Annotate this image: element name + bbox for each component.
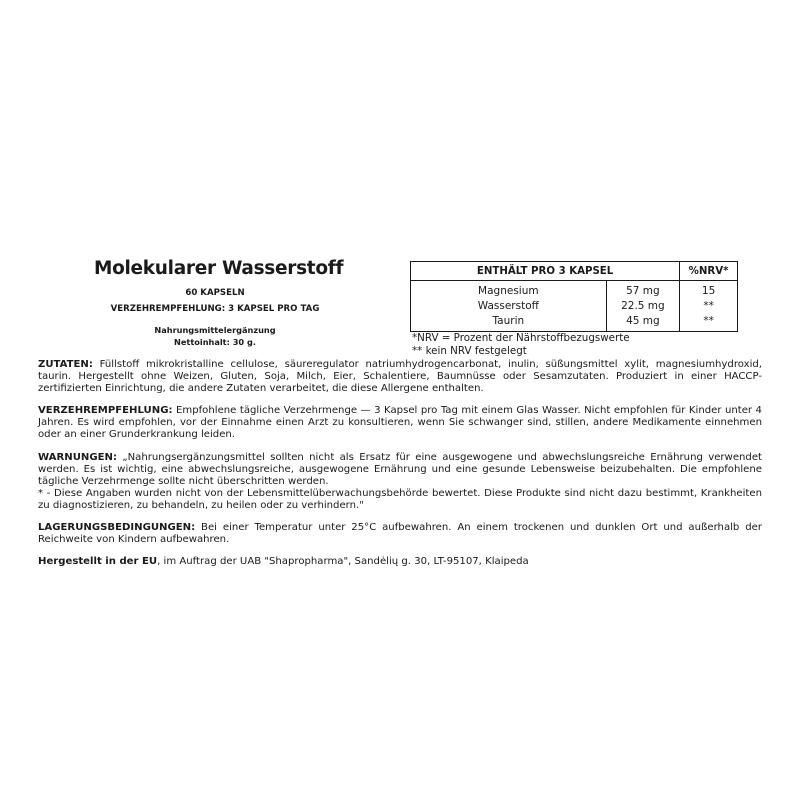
nutrient-nrv: 15 [680, 281, 738, 300]
nutrient-amount: 22.5 mg [606, 299, 680, 314]
capsule-count: 60 KAPSELN [185, 288, 245, 298]
table-row [411, 314, 738, 332]
header-nrv: %NRV* [680, 262, 738, 281]
nutrition-table [410, 261, 738, 332]
nutrient-name: Taurin [492, 315, 525, 327]
nrv-footnote: *NRV = Prozent der Nährstoffbezugswerte [412, 332, 630, 344]
no-nrv-footnote: ** kein NRV festgelegt [412, 345, 527, 357]
header-per-serving: ENTHÄLT PRO 3 KAPSEL [411, 262, 680, 281]
storage-section [38, 522, 762, 546]
warnings-section [38, 452, 762, 512]
nutrient-name: Wasserstoff [477, 300, 539, 312]
label-body [38, 359, 762, 568]
warnings-text: „Nahrungsergänzungsmittel sollten nicht als Ersatz für eine ausgewogene und abwechslungsreiche Ernährung verwendet werden. Es ist wichtig, eine abwechslungsreiche, ausgewogene Ernährung und eine gesunde Lebensweise beizubehalten. Die empfohlene tägliche Verzehrmenge sollte nicht überschritten werden. [38, 451, 762, 487]
dose-summary: VERZEHREMPFEHLUNG: 3 KAPSEL PRO TAG [110, 304, 320, 314]
product-type: Nahrungsmittelergänzung [154, 325, 276, 335]
nutrient-amount: 45 mg [606, 314, 680, 332]
nutrition-header-row [411, 262, 738, 281]
dose-label: VERZEHREMPFEHLUNG: [38, 405, 173, 417]
manufacturer-text: , im Auftrag der UAB "Shapropharma", Sandėlių g. 30, LT-95107, Klaipeda [157, 556, 529, 568]
storage-text: Bei einer Temperatur unter 25°C aufbewahren. An einem trockenen und dunklen Ort und außerhalb der Reichweite von Kindern aufbewahren. [38, 522, 762, 546]
nutrient-amount: 57 mg [606, 281, 680, 300]
ingredients-section [38, 359, 762, 395]
warnings-label: WARNUNGEN: [38, 451, 118, 463]
ingredients-text: Füllstoff mikrokristalline cellulose, säureregulator natriumhydrogencarbonat, inulin, süßungsmittel xylit, magnesiumhydroxid, taurin. Hergestellt ohne Weizen, Gluten, Soja, Milch, Eier, Schalentiere, Baumnüsse oder Sesamzutaten. Produziert in einer HACCP-zertifizierten Einrichtung, die andere Zutaten verarbeitet, die diese Allergene enthalten. [38, 359, 763, 395]
nutrient-nrv: ** [680, 299, 738, 314]
table-row [411, 299, 738, 314]
storage-label: LAGERUNGSBEDINGUNGEN: [38, 522, 196, 534]
warnings-disclaimer: * - Diese Angaben wurden nicht von der Lebensmittelüberwachungsbehörde bewertet. Diese Produkte sind nicht dazu bestimmt, Krankheiten zu diagnostizieren, zu behandeln, zu heilen oder zu verhindern." [38, 487, 762, 511]
product-title: Molekularer Wasserstoff [94, 258, 344, 279]
net-content: Nettoinhalt: 30 g. [174, 337, 256, 347]
table-row [411, 281, 738, 300]
manufacturer-section [38, 556, 762, 568]
nutrient-nrv: ** [680, 314, 738, 332]
dose-section [38, 405, 762, 441]
manufacturer-label: Hergestellt in der EU [38, 556, 158, 568]
ingredients-label: ZUTATEN: [38, 359, 93, 370]
dose-text: Empfohlene tägliche Verzehrmenge — 3 Kapsel pro Tag mit einem Glas Wasser. Nicht empfohlen für Kinder unter 4 Jahren. Es wird empfohlen, vor der Einnahme einen Arzt zu konsultieren, wenn Sie schwanger sind, stillen, andere Medikamente einnehmen oder an einer Grunderkrankung leiden. [38, 405, 762, 441]
nutrient-name: Magnesium [478, 285, 539, 297]
